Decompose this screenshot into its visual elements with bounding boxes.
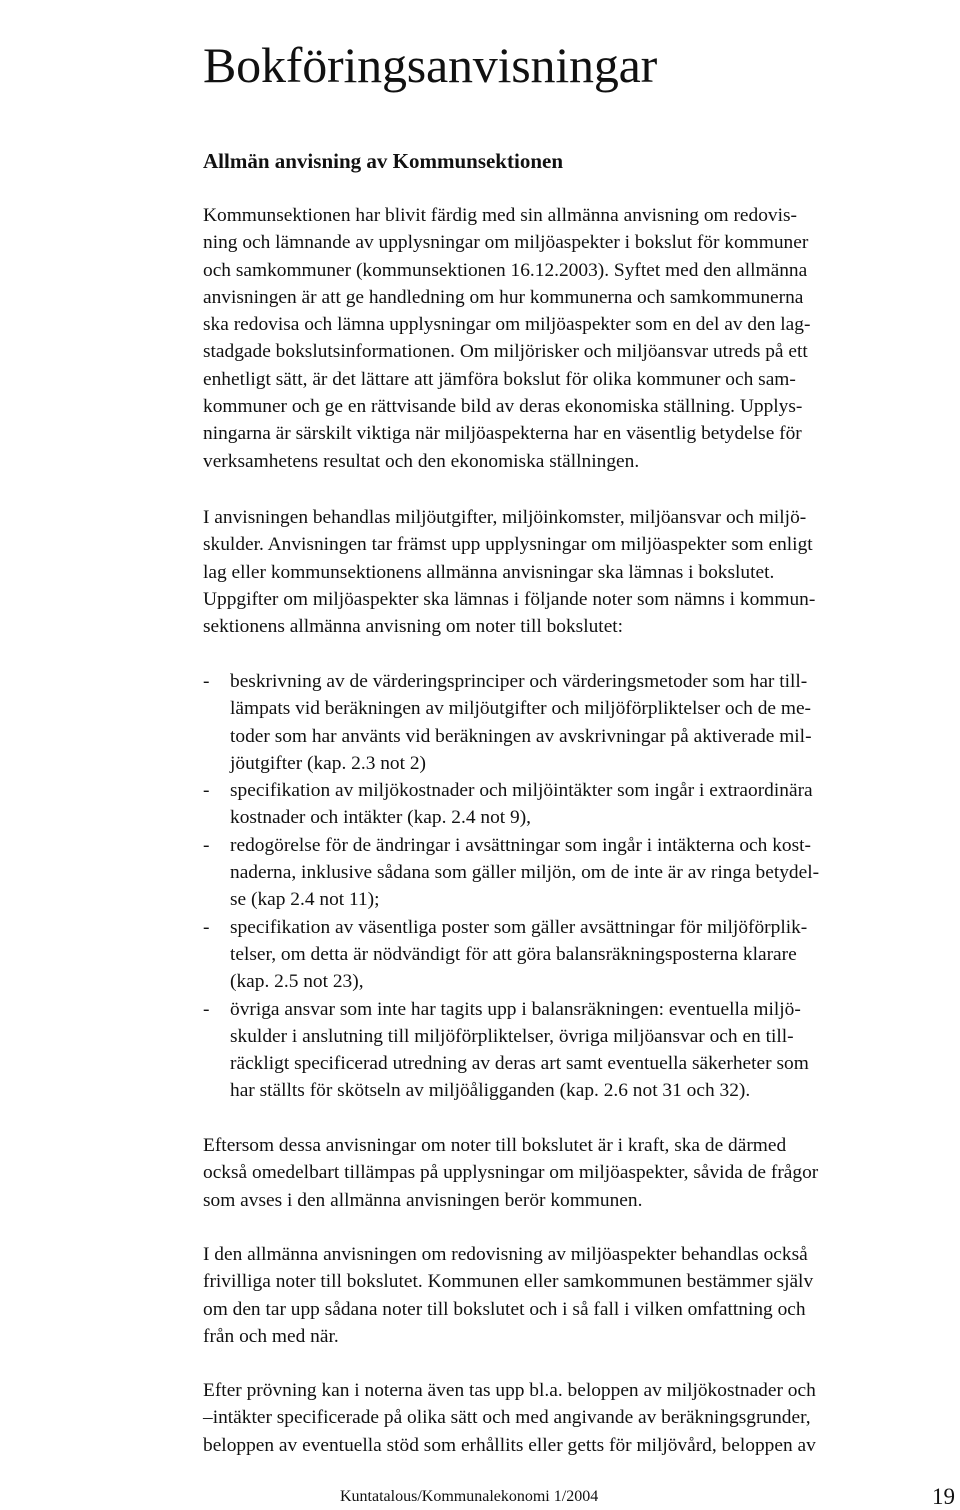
text-line: skulder. Anvisningen tar främst upp upplysningar om miljöaspekter som enligt bbox=[203, 534, 813, 556]
text-line: specifikation av väsentliga poster som gäller avsättningar för miljöförplik- bbox=[230, 916, 808, 938]
text-line: som avses i den allmänna anvisningen berör kommunen. bbox=[203, 1189, 643, 1211]
text-line: naderna, inklusive sådana som gäller miljön, om de inte är av ringa betydel- bbox=[230, 862, 820, 884]
text-line: stadgade bokslutsinformationen. Om miljörisker och miljöansvar utreds på ett bbox=[203, 341, 808, 363]
list-dash: - bbox=[203, 671, 210, 692]
paragraph-scope bbox=[203, 504, 960, 640]
text-line: kostnader och intäkter (kap. 2.4 not 9), bbox=[230, 807, 532, 829]
text-line: anvisningen är att ge handledning om hur kommunerna och samkommunerna bbox=[203, 286, 804, 308]
page-title: Bokföringsanvisningar bbox=[203, 37, 658, 93]
text-line: Kommunsektionen har blivit färdig med sin allmänna anvisning om redovis- bbox=[203, 205, 797, 226]
list-item bbox=[203, 914, 960, 996]
text-line: från och med när. bbox=[203, 1325, 339, 1347]
list-dash: - bbox=[203, 780, 210, 802]
text-line: om den tar upp sådana noter till bokslutet och i så fall i vilken omfattning och bbox=[203, 1298, 806, 1320]
text-line: Uppgifter om miljöaspekter ska lämnas i följande noter som nämns i kommun- bbox=[203, 588, 816, 610]
text-line: enhetligt sätt, är det lättare att jämföra bokslut för olika kommuner och sam- bbox=[203, 368, 796, 390]
text-line: I den allmänna anvisningen om redovisning av miljöaspekter behandlas också bbox=[203, 1244, 808, 1265]
list-item bbox=[203, 996, 960, 1105]
paragraph-intro bbox=[203, 202, 960, 475]
list-item bbox=[203, 832, 960, 914]
text-line: (kap. 2.5 not 23), bbox=[230, 971, 364, 993]
text-line: ning och lämnande av upplysningar om miljöaspekter i bokslut för kommuner bbox=[203, 232, 809, 254]
text-line: specifikation av miljökostnader och miljöintäkter som ingår i extraordinära bbox=[230, 780, 813, 802]
page-number: 19 bbox=[932, 1484, 955, 1509]
text-line: Eftersom dessa anvisningar om noter till bokslutet är i kraft, ska de därmed bbox=[203, 1135, 787, 1156]
footer-publication: Kuntatalous/Kommunalekonomi 1/2004 bbox=[340, 1488, 599, 1505]
text-line: frivilliga noter till bokslutet. Kommunen eller samkommunen bestämmer själv bbox=[203, 1271, 814, 1293]
paragraph-voluntary-notes bbox=[203, 1241, 960, 1350]
list-dash: - bbox=[203, 998, 210, 1020]
text-line: räckligt specificerad utredning av deras art samt eventuella säkerheter som bbox=[230, 1053, 809, 1075]
text-line: beskrivning av de värderingsprinciper och värderingsmetoder som har till- bbox=[230, 671, 808, 692]
notes-list bbox=[203, 668, 960, 1105]
text-line: I anvisningen behandlas miljöutgifter, miljöinkomster, miljöansvar och miljö- bbox=[203, 507, 807, 528]
list-dash: - bbox=[203, 834, 210, 856]
text-line: ningarna är särskilt viktiga när miljöaspekterna har en väsentlig betydelse för bbox=[203, 423, 802, 445]
text-line: har ställts för skötseln av miljöåligganden (kap. 2.6 not 31 och 32). bbox=[230, 1080, 751, 1102]
text-line: sektionens allmänna anvisning om noter till bokslutet: bbox=[203, 616, 624, 638]
section-heading: Allmän anvisning av Kommunsektionen bbox=[203, 149, 563, 173]
text-line: redogörelse för de ändringar i avsättningar som ingår i intäkterna och kost- bbox=[230, 834, 811, 856]
text-line: ska redovisa och lämna upplysningar om miljöaspekter som en del av den lag- bbox=[203, 314, 811, 336]
text-line: se (kap 2.4 not 11); bbox=[230, 889, 380, 911]
list-item bbox=[203, 668, 960, 777]
paragraph-application bbox=[203, 1132, 960, 1214]
list-dash: - bbox=[203, 916, 210, 938]
paragraph-amounts bbox=[203, 1377, 960, 1459]
text-line: lämpats vid beräkningen av miljöutgifter och miljöförpliktelser och de me- bbox=[230, 698, 812, 720]
text-line: skulder i anslutning till miljöförpliktelser, övriga miljöansvar och en till- bbox=[230, 1025, 794, 1047]
text-line: –intäkter specificerade på olika sätt och med angivande av beräkningsgrunder, bbox=[203, 1407, 811, 1429]
text-line: lag eller kommunsektionens allmänna anvisningar ska lämnas i bokslutet. bbox=[203, 561, 775, 583]
text-line: Efter prövning kan i noterna även tas upp bl.a. beloppen av miljökostnader och bbox=[203, 1380, 816, 1401]
text-line: också omedelbart tillämpas på upplysningar om miljöaspekter, såvida de frågor bbox=[203, 1162, 819, 1184]
text-line: telser, om detta är nödvändigt för att göra balansräkningsposterna klarare bbox=[230, 943, 797, 965]
text-line: verksamhetens resultat och den ekonomiska ställningen. bbox=[203, 450, 640, 472]
list-item bbox=[203, 777, 960, 832]
text-line: och samkommuner (kommunsektionen 16.12.2003). Syftet med den allmänna bbox=[203, 259, 808, 281]
text-line: övriga ansvar som inte har tagits upp i balansräkningen: eventuella miljö- bbox=[230, 998, 801, 1020]
text-line: beloppen av eventuella stöd som erhållits eller getts för miljövård, beloppen av bbox=[203, 1434, 816, 1456]
text-line: kommuner och ge en rättvisande bild av deras ekonomiska ställning. Upplys- bbox=[203, 396, 803, 418]
text-line: toder som har använts vid beräkningen av avskrivningar på aktiverade mil- bbox=[230, 725, 812, 747]
text-line: jöutgifter (kap. 2.3 not 2) bbox=[230, 752, 427, 774]
